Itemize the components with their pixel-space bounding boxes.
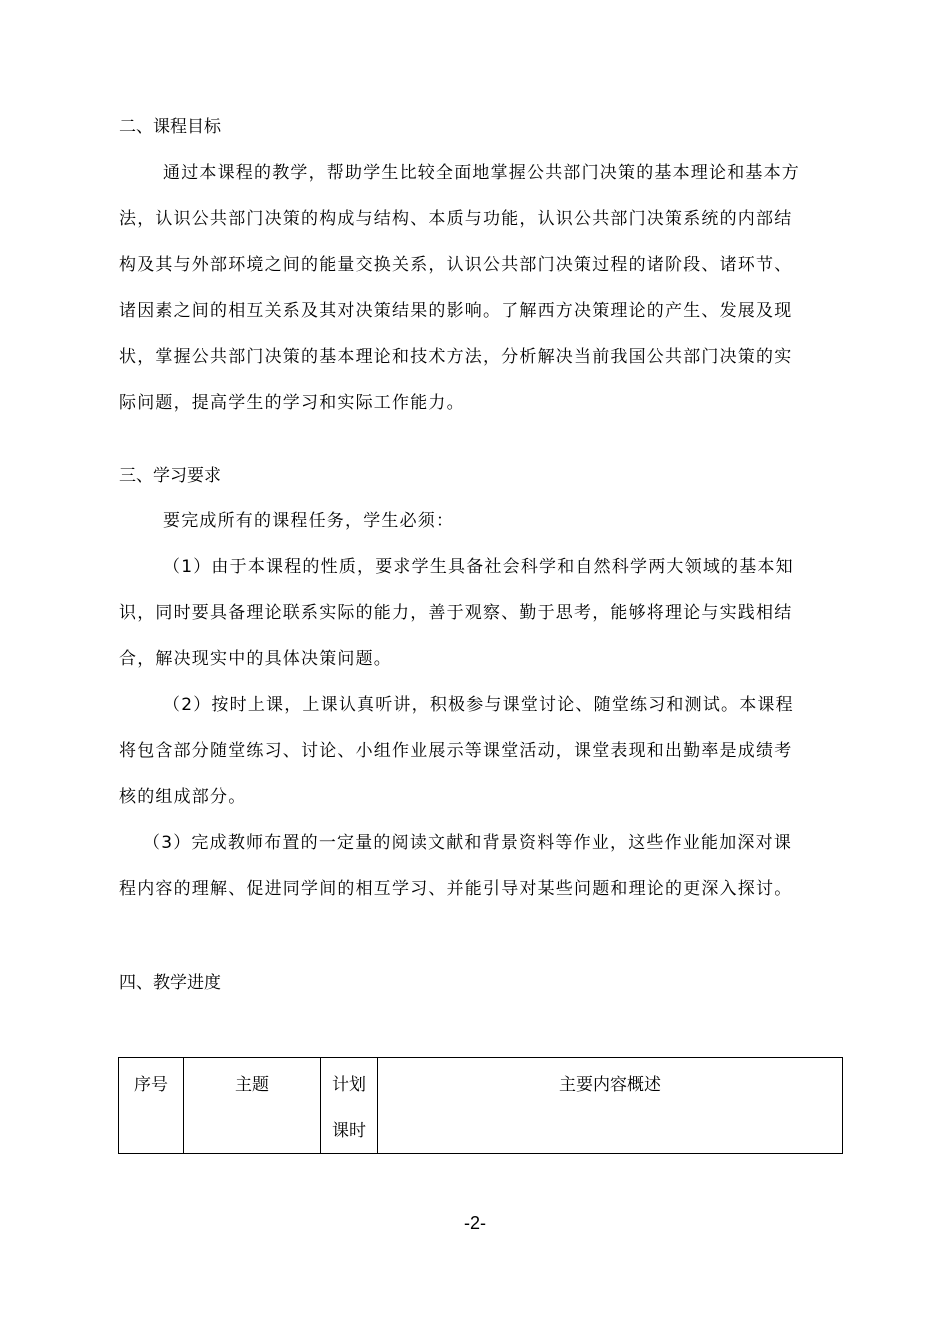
paragraph-line: 通过本课程的教学，帮助学生比较全面地掌握公共部门决策的基本理论和基本方: [163, 163, 800, 183]
paragraph-line: 合，解决现实中的具体决策问题。: [119, 649, 392, 669]
header-cell-hours: [321, 1058, 378, 1154]
paragraph-line: （3）完成教师布置的一定量的阅读文献和背景资料等作业，这些作业能加深对课: [143, 833, 793, 853]
requirements-intro: [119, 498, 843, 544]
requirement-item-1: [119, 544, 843, 682]
paragraph-line: 将包含部分随堂练习、讨论、小组作业展示等课堂活动，课堂表现和出勤率是成绩考: [119, 741, 793, 761]
header-cell-number: [119, 1058, 184, 1154]
paragraph-line: 识，同时要具备理论联系实际的能力，善于观察、勤于思考，能够将理论与实践相结: [119, 603, 793, 623]
requirement-item-2: [119, 682, 843, 820]
section-heading-requirements: 三、学习要求: [119, 466, 221, 486]
paragraph-line: 状，掌握公共部门决策的基本理论和技术方法，分析解决当前我国公共部门决策的实: [119, 347, 793, 367]
paragraph-line: 核的组成部分。: [119, 787, 247, 807]
paragraph-line: （2）按时上课，上课认真听讲，积极参与课堂讨论、随堂练习和测试。本课程: [163, 695, 794, 715]
header-hours-label-line2: 课时: [332, 1121, 366, 1141]
schedule-table: [118, 1057, 843, 1154]
section-heading-goals: 二、课程目标: [119, 117, 221, 137]
header-cell-topic: [184, 1058, 321, 1154]
header-hours-label-line1: 计划: [332, 1075, 366, 1095]
table-header-row: [119, 1058, 843, 1154]
paragraph-line: 法，认识公共部门决策的构成与结构、本质与功能，认识公共部门决策系统的内部结: [119, 209, 793, 229]
goals-paragraph: [119, 150, 843, 426]
paragraph-line: 要完成所有的课程任务，学生必须：: [163, 511, 455, 531]
paragraph-line: 诸因素之间的相互关系及其对决策结果的影响。了解西方决策理论的产生、发展及现: [119, 301, 793, 321]
paragraph-line: （1）由于本课程的性质，要求学生具备社会科学和自然科学两大领域的基本知: [163, 557, 794, 577]
header-topic-label: 主题: [235, 1075, 269, 1095]
paragraph-line: 际问题，提高学生的学习和实际工作能力。: [119, 393, 465, 413]
paragraph-line: 程内容的理解、促进同学间的相互学习、并能引导对某些问题和理论的更深入探讨。: [119, 879, 793, 899]
requirement-item-3: [119, 820, 843, 912]
section-heading-schedule: 四、教学进度: [119, 973, 221, 993]
header-number-label: 序号: [134, 1075, 168, 1095]
paragraph-line: 构及其与外部环境之间的能量交换关系，认识公共部门决策过程的诸阶段、诸环节、: [119, 255, 793, 275]
page-number: -2-: [464, 1213, 486, 1233]
header-summary-label: 主要内容概述: [559, 1075, 661, 1095]
header-cell-summary: [378, 1058, 843, 1154]
